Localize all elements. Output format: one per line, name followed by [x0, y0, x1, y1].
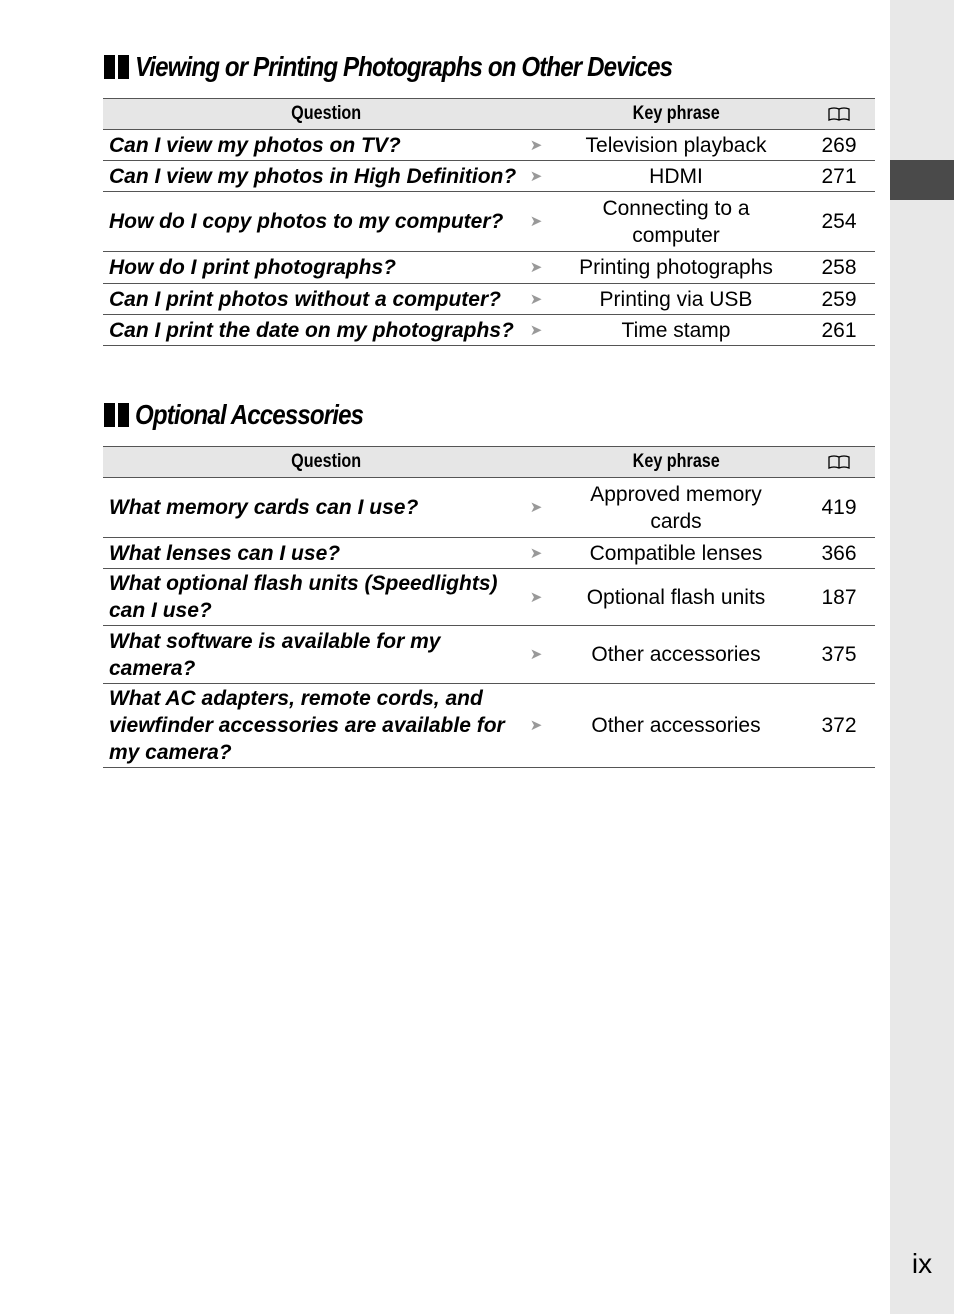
key-phrase-text: Other accessories — [591, 643, 761, 666]
questions-table-accessories — [103, 446, 875, 768]
question-cell: Can I print photos without a computer? — [103, 284, 523, 315]
page-reference-cell: 187 — [803, 569, 875, 626]
table-row — [103, 569, 875, 626]
table-header-row — [103, 99, 875, 130]
question-cell: Can I view my photos on TV? — [103, 130, 523, 161]
heading-marker-icon — [104, 403, 129, 427]
key-phrase-text: Time stamp — [621, 318, 731, 342]
page-reference-cell: 271 — [803, 161, 875, 192]
book-icon — [803, 447, 875, 478]
heading-marker-icon — [104, 55, 129, 79]
arrow-icon: ➤ — [523, 626, 549, 684]
page-reference-cell: 269 — [803, 130, 875, 161]
arrow-icon: ➤ — [523, 130, 549, 161]
key-phrase-cell — [549, 252, 803, 284]
key-phrase-cell — [549, 192, 803, 252]
page-reference-cell: 259 — [803, 284, 875, 315]
question-cell: Can I print the date on my photographs? — [103, 315, 523, 346]
arrow-icon: ➤ — [523, 284, 549, 315]
key-phrase-text: Optional flash units — [586, 585, 766, 609]
key-phrase-cell — [549, 538, 803, 569]
book-icon — [803, 99, 875, 130]
table-row — [103, 130, 875, 161]
key-phrase-text: Printing photographs — [579, 256, 773, 279]
arrow-icon: ➤ — [523, 252, 549, 284]
arrow-icon: ➤ — [523, 478, 549, 538]
column-header-key-phrase: Key phrase — [549, 99, 803, 130]
key-phrase-cell — [549, 315, 803, 346]
key-phrase-text: Television playback — [585, 133, 767, 157]
arrow-icon: ➤ — [523, 569, 549, 626]
key-phrase-text: Connecting to a computer — [602, 196, 750, 247]
table-row — [103, 192, 875, 252]
arrow-icon: ➤ — [523, 538, 549, 569]
arrow-icon: ➤ — [523, 161, 549, 192]
table-row — [103, 284, 875, 315]
column-header-key-phrase: Key phrase — [549, 447, 803, 478]
column-header-question: Question — [103, 99, 549, 130]
key-phrase-text: Printing via USB — [599, 287, 753, 311]
question-cell: How do I copy photos to my computer? — [103, 192, 523, 252]
section-heading-viewing — [104, 47, 760, 87]
key-phrase-text: Approved memory cards — [590, 482, 762, 533]
page-reference-cell: 258 — [803, 252, 875, 284]
key-phrase-text: Compatible lenses — [589, 541, 763, 565]
key-phrase-cell — [549, 478, 803, 538]
table-row — [103, 684, 875, 768]
table-row — [103, 252, 875, 284]
arrow-icon: ➤ — [523, 684, 549, 768]
table-row — [103, 161, 875, 192]
key-phrase-text: HDMI — [649, 164, 703, 188]
key-phrase-cell — [549, 684, 803, 768]
page-number: ix — [911, 1248, 933, 1279]
section-tab-marker — [890, 160, 954, 200]
column-header-question: Question — [103, 447, 549, 478]
page-reference-cell: 366 — [803, 538, 875, 569]
table-row — [103, 315, 875, 346]
page-reference-cell: 419 — [803, 478, 875, 538]
question-cell: What lenses can I use? — [103, 538, 523, 569]
table-row — [103, 538, 875, 569]
table-row — [103, 626, 875, 684]
section-heading-accessories — [104, 395, 400, 435]
key-phrase-cell — [549, 284, 803, 315]
page-reference-cell: 375 — [803, 626, 875, 684]
section-title: Viewing or Printing Photographs on Other Devices — [135, 51, 673, 82]
table-header-row — [103, 447, 875, 478]
arrow-icon: ➤ — [523, 315, 549, 346]
question-cell: What optional flash units (Speedlights) can I use? — [103, 569, 523, 626]
key-phrase-cell — [549, 161, 803, 192]
question-cell: What AC adapters, remote cords, and viewfinder accessories are available for my camera? — [103, 684, 523, 768]
key-phrase-cell — [549, 130, 803, 161]
question-cell: How do I print photographs? — [103, 252, 523, 284]
page-reference-cell: 254 — [803, 192, 875, 252]
key-phrase-text: Other accessories — [591, 714, 761, 737]
question-cell: What software is available for my camera? — [103, 626, 523, 684]
page-reference-cell: 261 — [803, 315, 875, 346]
table-row — [103, 478, 875, 538]
questions-table-viewing — [103, 98, 875, 346]
question-cell: Can I view my photos in High Definition? — [103, 161, 523, 192]
key-phrase-cell — [549, 626, 803, 684]
question-cell: What memory cards can I use? — [103, 478, 523, 538]
page-reference-cell: 372 — [803, 684, 875, 768]
section-title: Optional Accessories — [135, 399, 364, 430]
key-phrase-cell — [549, 569, 803, 626]
arrow-icon: ➤ — [523, 192, 549, 252]
